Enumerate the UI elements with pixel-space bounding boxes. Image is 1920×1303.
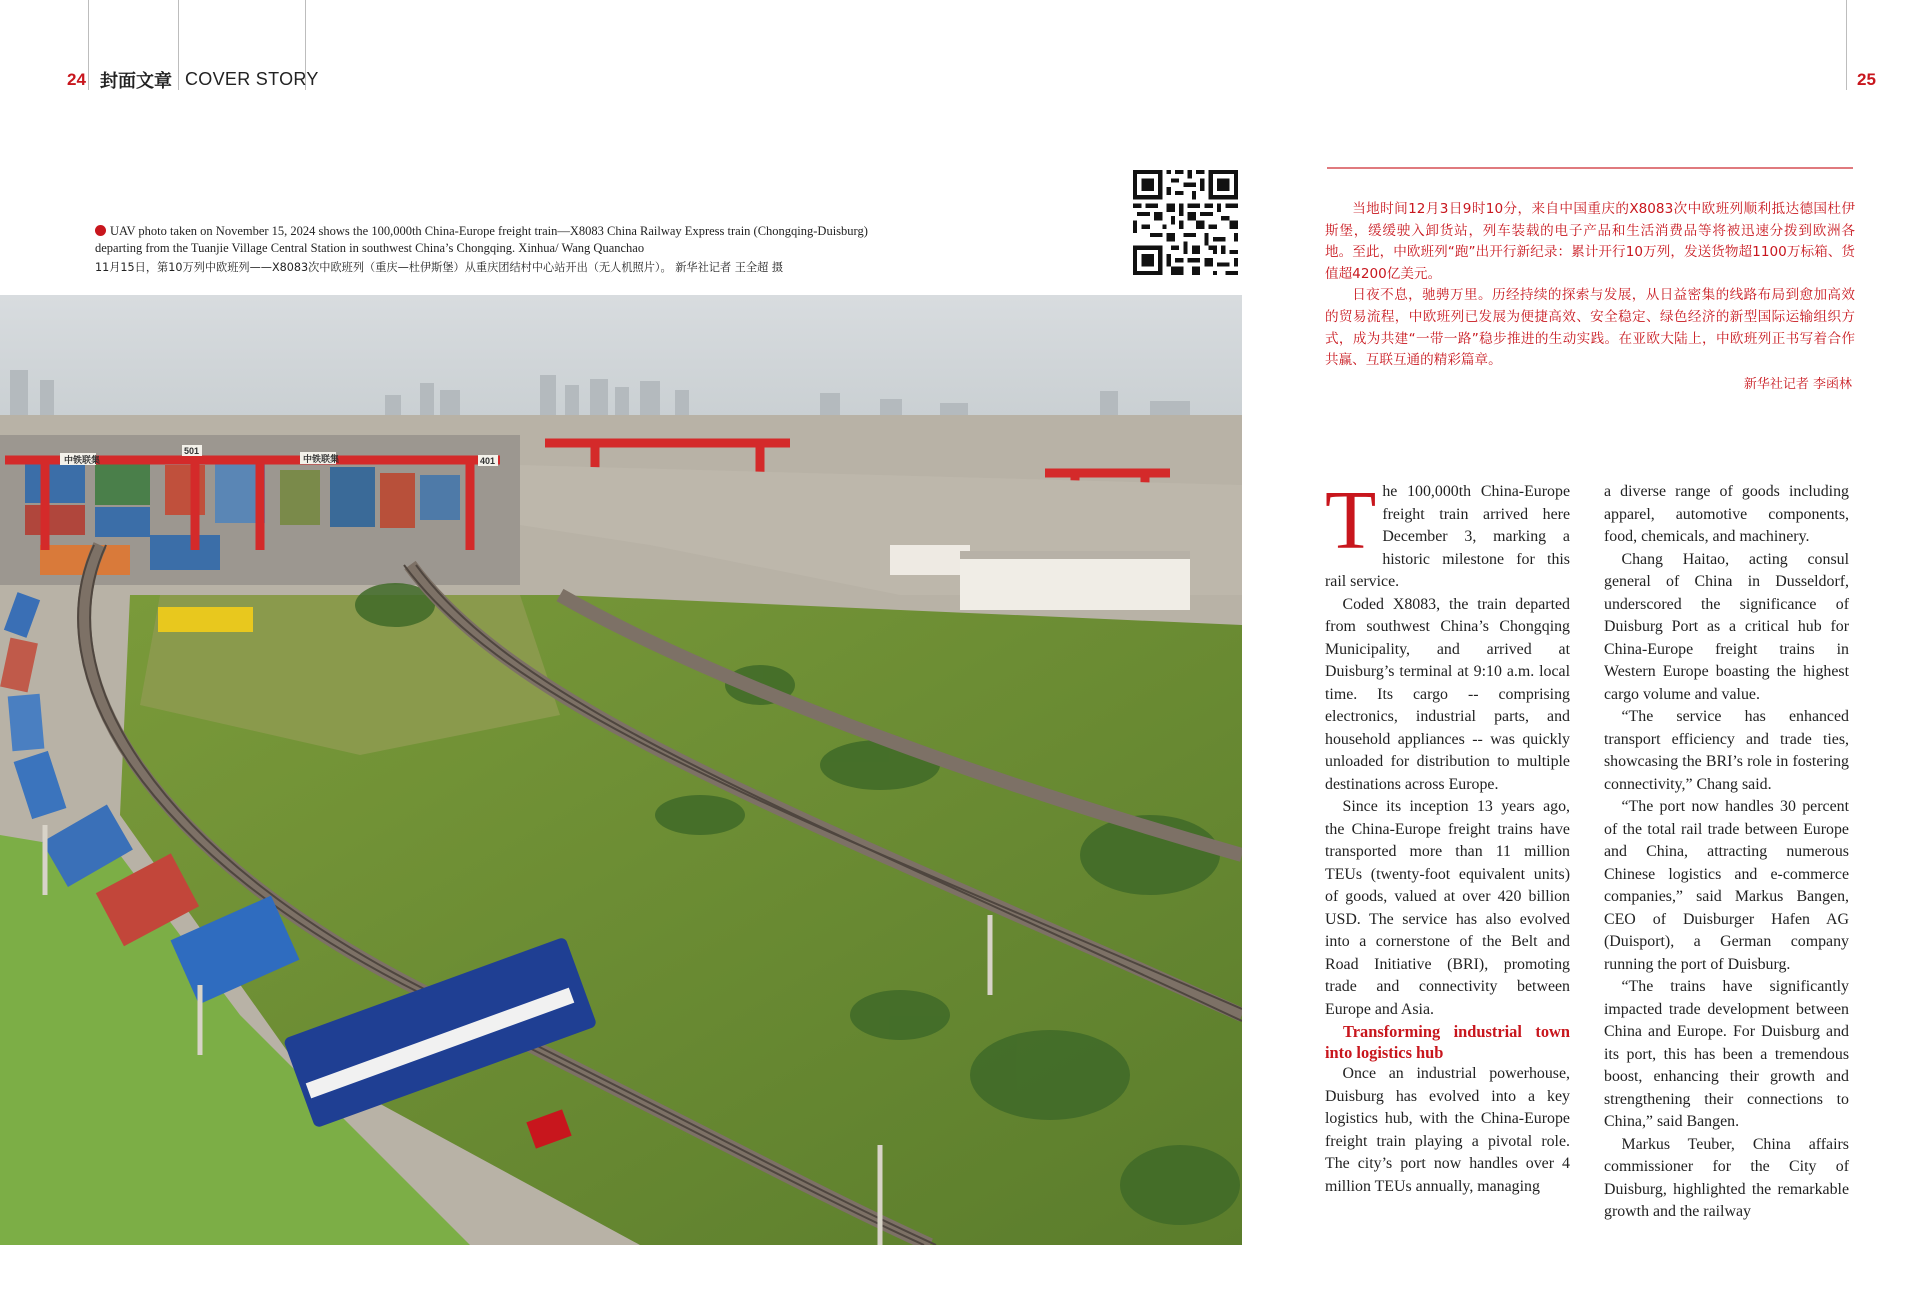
header-divider: [88, 0, 89, 90]
intro-cn: [1325, 199, 1855, 372]
crane-sign: 中铁联集: [303, 454, 340, 464]
caption-en-text: UAV photo taken on November 15, 2024 shows the 100,000th China-Europe freight train—X8083 China Railway Express train (Chongqing-Duisburg) departing from the Tuanjie Village Central Station in southwest China’s Chongqing. Xinhua/ Wang Quanchao: [95, 224, 868, 255]
article-paragraph: a diverse range of goods including apparel, automotive components, food, chemicals, and machinery.: [1604, 483, 1849, 545]
intro-top-rule: [1327, 167, 1853, 169]
intro-cn-paragraph: 日夜不息，驰骋万里。历经持续的探索与发展，从日益密集的线路布局到愈加高效的贸易流程，中欧班列已发展为便捷高效、安全稳定、绿色经济的新型国际运输组织方式，成为共建“一带一路”稳步推进的生动实践。在亚欧大陆上，中欧班列正书写着合作共赢、互联互通的精彩篇章。: [1325, 287, 1855, 369]
crane-sign: 401: [480, 456, 496, 466]
header-divider: [1846, 0, 1847, 90]
crane-sign: 中铁联集: [64, 455, 101, 465]
article-text: he 100,000th China-Europe freight train arrived here December 3, marking a historic milestone for this rail service.: [1325, 483, 1570, 590]
right-page-number: 25: [1857, 70, 1876, 89]
article-paragraph: Chang Haitao, acting consul general of China in Dusseldorf, underscored the significance of Duisburg Port as a critical hub for China-Europe freight trains in Western Europe boasting the highest cargo volume and value.: [1604, 550, 1849, 703]
article-paragraph: [1325, 474, 1570, 594]
article-paragraph: Markus Teuber, China affairs commissioner for the City of Duisburg, highlighted the remarkable growth and the railway: [1604, 1135, 1849, 1220]
article-paragraph: “The service has enhanced transport efficiency and trade ties, showcasing the BRI’s role in fostering connectivity,” Chang said.: [1604, 708, 1849, 793]
station-building: [890, 545, 970, 575]
article-paragraph: Since its inception 13 years ago, the China-Europe freight trains have transported more than 11 million TEUs (twenty-foot equivalent units) of goods, valued at over 420 billion USD. The service has also evolved into a cornerstone of the Belt and Road Initiative (BRI), promoting trade and connectivity between Europe and Asia.: [1325, 798, 1570, 1018]
article-column-2: [1604, 481, 1849, 1224]
article-paragraph: “The port now handles 30 percent of the total rail trade between Europe and China, attracting numerous Chinese logistics and e-commerce companies,” said Markus Bangen, CEO of Duisburger Hafen AG (Duisport), a German company running the port of Duisburg.: [1604, 798, 1849, 973]
article-subhead: Transforming industrial town into logistics hub: [1325, 1022, 1570, 1062]
photo-caption-cn: 11月15日，第10万列中欧班列——X8083次中欧班列（重庆—杜伊斯堡）从重庆团结村中心站开出（无人机照片）。 新华社记者 王全超 摄: [95, 261, 784, 274]
article-column-1: [1325, 474, 1570, 1198]
header-divider: [178, 0, 179, 90]
yellow-container: [158, 607, 253, 632]
photo-caption-en: [95, 223, 885, 257]
section-title-cn: 封面文章: [100, 71, 172, 92]
camera-icon: [95, 225, 106, 236]
photo-freight-train: [0, 295, 1242, 1245]
section-title-en: COVER STORY: [185, 69, 319, 89]
article-paragraph: “The trains have significantly impacted trade development between China and Europe. For Duisburg and its port, this has been a tremendous boost, enhancing their growth and strengthening their connections to China,” said Bangen.: [1604, 978, 1849, 1130]
drop-cap: T: [1325, 474, 1377, 567]
left-page-number: 24: [67, 70, 86, 89]
article-paragraph: Coded X8083, the train departed from southwest China’s Chongqing Municipality, and arrived at Duisburg’s terminal at 9:10 a.m. local time. Its cargo -- comprising electronics, industrial parts, and household appliances -- was quickly unloaded for distribution to multiple destinations across Europe.: [1325, 595, 1570, 793]
article-paragraph: Once an industrial powerhouse, Duisburg has evolved into a key logistics hub, with the China-Europe freight train playing a pivotal role. The city’s port now handles over 4 million TEUs annually, managing: [1325, 1065, 1570, 1195]
intro-cn-paragraph: 当地时间12月3日9时10分，来自中国重庆的X8083次中欧班列顺利抵达德国杜伊斯堡，缓缓驶入卸货站，列车装载的电子产品和生活消费品等将被迅速分拨到欧洲各地。至此，中欧班列“跑”出开行新纪录：累计开行10万列，发送货物超1100万标箱、货值超4200亿美元。: [1325, 201, 1855, 282]
byline-cn: 新华社记者 李函林: [1743, 377, 1852, 392]
qr-code[interactable]: [1133, 170, 1238, 275]
crane-sign: 501: [184, 446, 200, 456]
